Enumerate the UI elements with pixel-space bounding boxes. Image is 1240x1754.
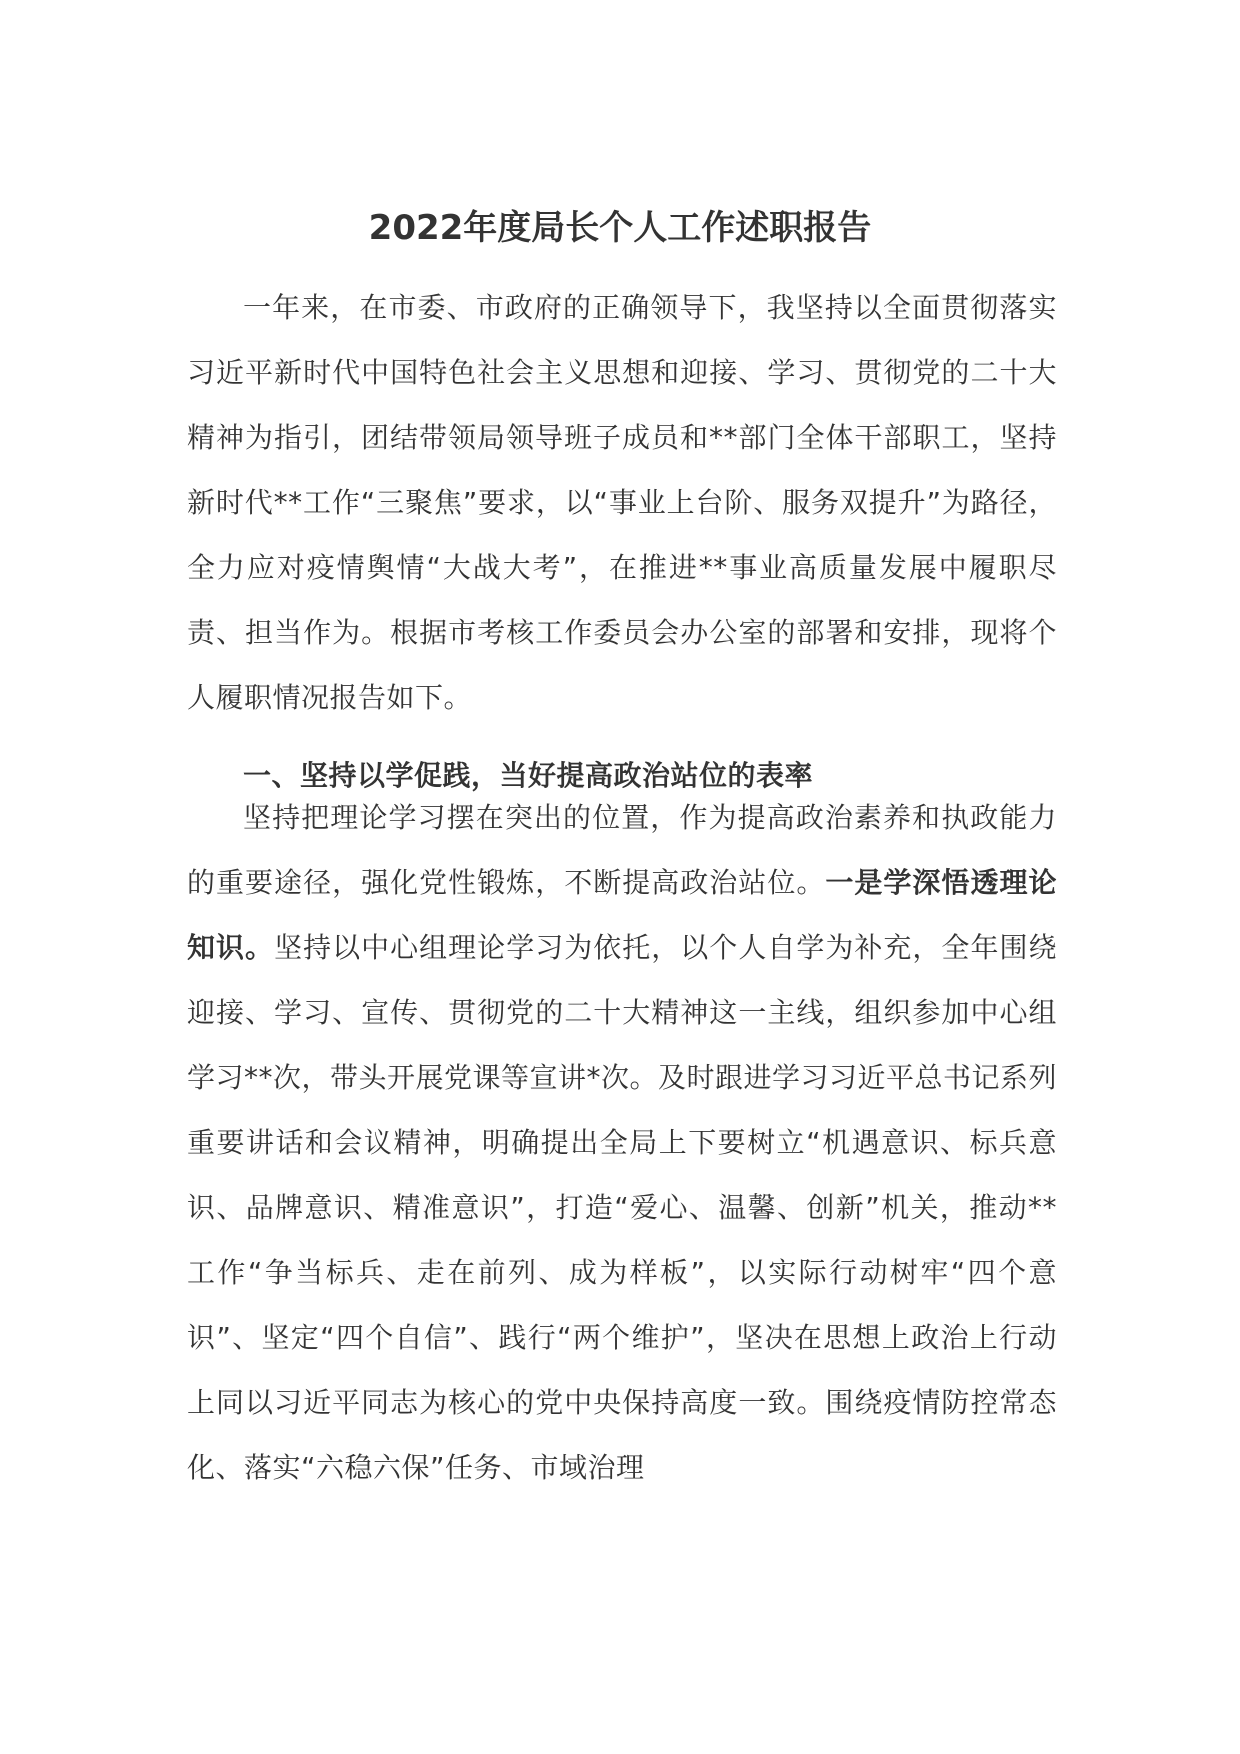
section-1-paragraph [187, 785, 1057, 1500]
section-heading-1: 一、坚持以学促践，当好提高政治站位的表率 [243, 759, 814, 792]
section-1-paragraph-lead: 坚持把理论学习摆在突出的位置，作为提高政治素养和执政能力的重要途径，强化党性锻炼，不断提高政治站位。 [187, 801, 1057, 899]
section-1-paragraph-bold: 一是学深悟透理论知识。 [187, 866, 1057, 964]
document-title: 2022年度局长个人工作述职报告 [368, 208, 872, 248]
section-1-paragraph-rest: 坚持以中心组理论学习为依托，以个人自学为补充，全年围绕迎接、学习、宣传、贯彻党的二十大精神这一主线，组织参加中心组学习**次，带头开展党课等宣讲*次。及时跟进学习习近平总书记系列重要讲话和会议精神，明确提出全局上下要树立“机遇意识、标兵意识、品牌意识、精准意识”，打造“爱心、温馨、创新”机关，推动**工作“争当标兵、走在前列、成为样板”，以实际行动树牢“四个意识”、坚定“四个自信”、践行“两个维护”，坚决在思想上政治上行动上同以习近平同志为核心的党中央保持高度一致。围绕疫情防控常态化、落实“六稳六保”任务、市域治理 [187, 931, 1058, 1484]
intro-paragraph: 一年来，在市委、市政府的正确领导下，我坚持以全面贯彻落实习近平新时代中国特色社会主义思想和迎接、学习、贯彻党的二十大精神为指引，团结带领局领导班子成员和**部门全体干部职工，坚持新时代**工作“三聚焦”要求，以“事业上台阶、服务双提升”为路径，全力应对疫情舆情“大战大考”，在推进**事业高质量发展中履职尽责、担当作为。根据市考核工作委员会办公室的部署和安排，现将个人履职情况报告如下。 [187, 291, 1057, 714]
